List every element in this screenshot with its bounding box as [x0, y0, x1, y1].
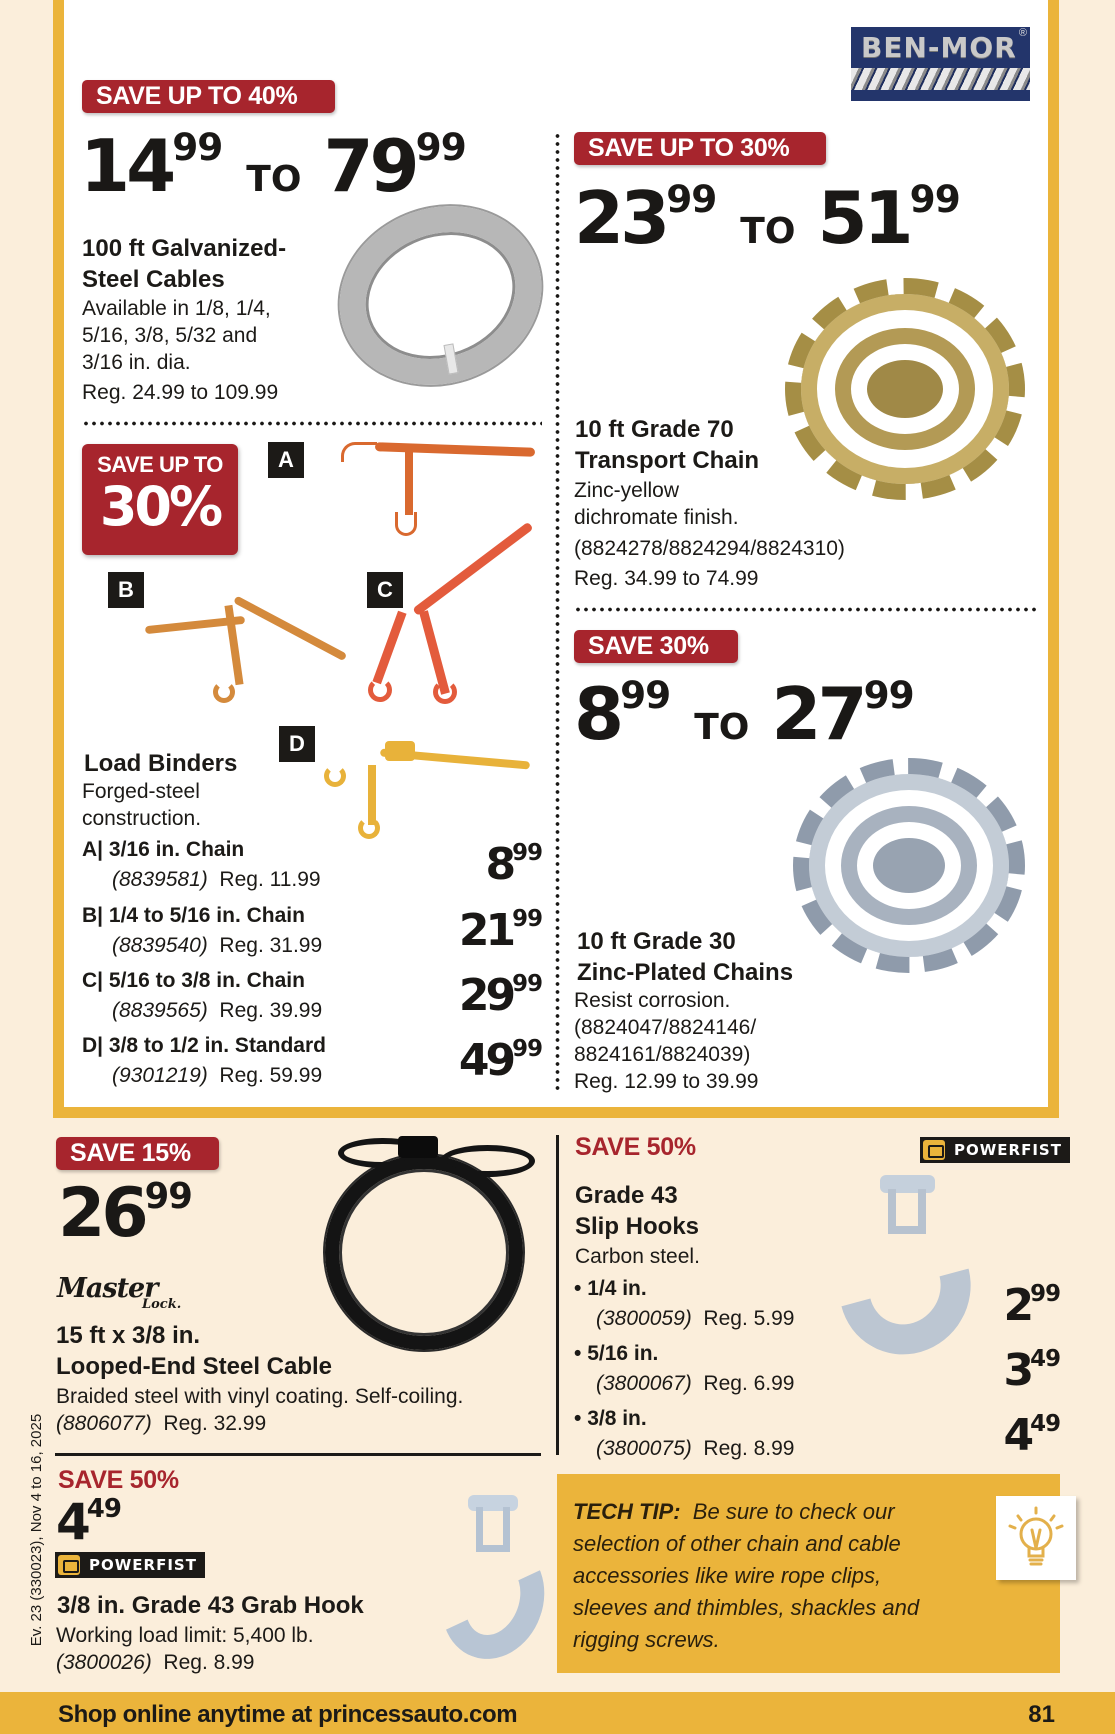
binder-item-d	[82, 1033, 542, 1097]
slip-hook-item-sku-reg: (3800067) Reg. 6.99	[596, 1372, 795, 1395]
title-line: Transport Chain	[575, 447, 760, 474]
powerfist-fist-icon	[58, 1555, 80, 1575]
price-cents: 99	[863, 672, 914, 717]
looped-cable-price	[58, 1174, 192, 1253]
edition-note: Ev. 23 (330023), Nov 4 to 16, 2025	[28, 1413, 45, 1647]
grab-hook-image	[438, 1495, 548, 1665]
cables-price-range	[80, 124, 466, 208]
price-to-word: TO	[694, 707, 750, 748]
grab-hook-title: 3/8 in. Grade 43 Grab Hook	[57, 1592, 364, 1619]
sku-list: (8824278/8824294/8824310)	[574, 537, 845, 560]
desc-line: 3/16 in. dia.	[82, 351, 191, 374]
price-cents: 99	[172, 124, 223, 169]
dotted-divider	[555, 132, 560, 1092]
desc-line: Available in 1/8, 1/4,	[82, 297, 271, 320]
grab-hook-price	[56, 1493, 121, 1551]
regular-price: Reg. 12.99 to 39.99	[574, 1070, 759, 1093]
sku-reg: (8806077) Reg. 32.99	[56, 1412, 267, 1435]
slip-hook-item-price: $2^{99}$	[1003, 1280, 1060, 1331]
transport-chain-price-range	[574, 176, 960, 260]
grab-hook-save: SAVE 50%	[58, 1466, 179, 1494]
desc-line: dichromate finish.	[574, 506, 739, 529]
ben-mor-logo	[851, 27, 1030, 101]
section-divider	[55, 1453, 541, 1456]
zinc-chain-description	[574, 987, 758, 1095]
looped-cable-title	[56, 1320, 332, 1382]
powerfist-logo-text: POWERFIST	[89, 1556, 197, 1574]
desc-line: Zinc-yellow	[574, 479, 680, 502]
badge-line1: SAVE UP TO	[97, 452, 223, 477]
load-binder-d-image	[320, 735, 535, 845]
master-lock-logo-text: Lock.	[142, 1297, 182, 1312]
price-dollars: 23	[574, 176, 667, 260]
dotted-divider	[82, 421, 542, 426]
price-to-word: TO	[740, 211, 796, 252]
desc-line: construction.	[82, 807, 202, 830]
slip-hook-item-sku-reg: (3800059) Reg. 5.99	[596, 1307, 795, 1330]
rope-graphic	[851, 68, 1030, 90]
price-cents: 49	[86, 1493, 121, 1524]
binder-item-price: $49^{99}$	[458, 1035, 542, 1086]
tech-tip-text	[573, 1496, 958, 1656]
powerfist-logo	[55, 1552, 205, 1578]
title-line: Looped-End Steel Cable	[56, 1353, 333, 1380]
binder-item-sku-reg: (8839581) Reg. 11.99	[112, 868, 321, 891]
dotted-divider	[574, 607, 1036, 612]
powerfist-fist-icon	[923, 1140, 945, 1160]
cables-title	[82, 233, 286, 295]
page-number: 81	[1028, 1701, 1055, 1728]
binder-item-label: D| 3/8 to 1/2 in. Standard	[82, 1034, 326, 1057]
title-line: Grade 43	[575, 1182, 678, 1209]
ben-mor-logo-mark: ®	[1018, 27, 1027, 39]
zinc-chain-save-badge: SAVE 30%	[574, 630, 738, 663]
powerfist-logo-text: POWERFIST	[954, 1141, 1062, 1159]
binder-item-price: $29^{99}$	[458, 970, 542, 1021]
black-looped-cable-image	[325, 1155, 523, 1350]
price-dollars: 27	[771, 672, 864, 756]
price-dollars: 79	[323, 124, 416, 208]
looped-cable-save-badge: SAVE 15%	[56, 1137, 219, 1170]
slip-hooks-title	[575, 1180, 699, 1242]
price-dollars: 4	[56, 1493, 87, 1551]
binder-item-sku-reg: (8839540) Reg. 31.99	[112, 934, 323, 957]
binder-item-c	[82, 968, 542, 1032]
binder-item-price: $8^{99}$	[485, 839, 542, 890]
binder-letter-a: A	[268, 442, 304, 478]
binder-letter-d: D	[279, 726, 315, 762]
load-binder-b-image	[145, 585, 355, 705]
price-cents: 99	[415, 124, 466, 169]
master-lock-logo	[57, 1275, 207, 1315]
desc-line: 5/16, 3/8, 5/32 and	[82, 324, 258, 347]
desc-line: Resist corrosion.	[574, 989, 731, 1012]
desc-line: Working load limit: 5,400 lb.	[56, 1624, 314, 1647]
cables-title-line2: Steel Cables	[82, 266, 225, 293]
title-line: 15 ft x 3/8 in.	[56, 1322, 201, 1349]
section-divider-vertical	[556, 1135, 559, 1455]
price-cents: 99	[144, 1175, 192, 1217]
load-binders-title: Load Binders	[84, 750, 238, 777]
price-cents: 99	[666, 176, 717, 221]
slip-hook-item-label: • 1/4 in.	[574, 1277, 647, 1300]
lightbulb-icon	[996, 1496, 1076, 1580]
footer-website-text: Shop online anytime at princessauto.com	[58, 1701, 518, 1728]
slip-hooks-save: SAVE 50%	[575, 1133, 696, 1161]
title-line: 10 ft Grade 30	[577, 928, 736, 955]
regular-price: Reg. 34.99 to 74.99	[574, 567, 759, 590]
slip-hook-item	[574, 1341, 1060, 1405]
slip-hook-item-label: • 5/16 in.	[574, 1342, 659, 1365]
binder-item-label: B| 1/4 to 5/16 in. Chain	[82, 904, 305, 927]
desc-line: Braided steel with vinyl coating. Self-coiling.	[56, 1385, 464, 1408]
load-binder-a-image	[335, 440, 545, 540]
slip-hook-item	[574, 1406, 1060, 1470]
price-cents: 99	[620, 672, 671, 717]
binder-item-b	[82, 903, 542, 967]
transport-chain-title	[575, 414, 759, 476]
slip-hook-item-sku-reg: (3800075) Reg. 8.99	[596, 1437, 795, 1460]
binder-item-label: C| 5/16 to 3/8 in. Chain	[82, 969, 305, 992]
cables-title-line1: 100 ft Galvanized-	[82, 235, 287, 262]
regular-price: Reg. 24.99 to 109.99	[82, 381, 279, 404]
cables-save-badge: SAVE UP TO 40%	[82, 80, 335, 113]
load-binder-c-image	[365, 530, 545, 710]
silver-chain-image	[793, 758, 1025, 973]
powerfist-logo	[920, 1137, 1070, 1163]
cable-clamp	[398, 1136, 438, 1158]
price-cents: 99	[909, 176, 960, 221]
slip-hook-image	[840, 1175, 975, 1365]
badge-line2: 30%	[99, 475, 221, 538]
binder-letter-c: C	[367, 572, 403, 608]
tech-tip-body: Be sure to check our selection of other chain and cable accessories like wire rope clips, sleeves and thimbles, shackles and rigging screws.	[573, 1499, 920, 1652]
slip-hook-item-price: $3^{49}$	[1003, 1345, 1060, 1396]
sku-list: 8824161/8824039)	[574, 1043, 751, 1066]
binder-item-price: $21^{99}$	[458, 905, 542, 956]
ben-mor-logo-text: BEN-MOR	[861, 31, 1017, 64]
tech-tip-label: TECH TIP:	[573, 1499, 681, 1524]
desc-line: Forged-steel	[82, 780, 200, 803]
title-line: Zinc-Plated Chains	[577, 959, 794, 986]
sku-list: (8824047/8824146/	[574, 1016, 757, 1039]
binder-item-label: A| 3/16 in. Chain	[82, 838, 245, 861]
load-binders-description	[82, 778, 201, 832]
binder-letter-b: B	[108, 572, 144, 608]
tech-tip-box	[557, 1474, 1060, 1673]
gold-chain-image	[785, 278, 1025, 500]
binder-item-a	[82, 837, 542, 901]
binder-item-sku-reg: (9301219) Reg. 59.99	[112, 1064, 323, 1087]
transport-chain-description	[574, 477, 845, 592]
price-dollars: 51	[817, 176, 910, 260]
price-to-word: TO	[246, 159, 302, 200]
slip-hook-item-label: • 3/8 in.	[574, 1407, 647, 1430]
zinc-chain-title	[577, 926, 793, 988]
transport-chain-save-badge: SAVE UP TO 30%	[574, 132, 826, 165]
price-dollars: 26	[58, 1174, 145, 1253]
binder-item-sku-reg: (8839565) Reg. 39.99	[112, 999, 323, 1022]
master-lock-logo-text: Master	[57, 1273, 158, 1304]
zinc-chain-price-range	[574, 672, 914, 756]
sku-reg: (3800026) Reg. 8.99	[56, 1651, 255, 1674]
price-dollars: 14	[80, 124, 173, 208]
slip-hook-item	[574, 1276, 1060, 1340]
title-line: Slip Hooks	[575, 1213, 700, 1240]
slip-hook-item-price: $4^{49}$	[1003, 1410, 1060, 1461]
looped-cable-description	[56, 1383, 463, 1437]
binders-save-badge	[82, 444, 238, 555]
price-dollars: 8	[574, 672, 621, 756]
grab-hook-description	[56, 1622, 314, 1676]
slip-hooks-description: Carbon steel.	[575, 1245, 700, 1268]
cables-description	[82, 295, 278, 406]
lightbulb-icon-svg	[996, 1496, 1076, 1580]
title-line: 10 ft Grade 70	[575, 416, 734, 443]
footer-bar	[0, 1692, 1115, 1734]
cable-loop-end	[440, 1145, 535, 1177]
